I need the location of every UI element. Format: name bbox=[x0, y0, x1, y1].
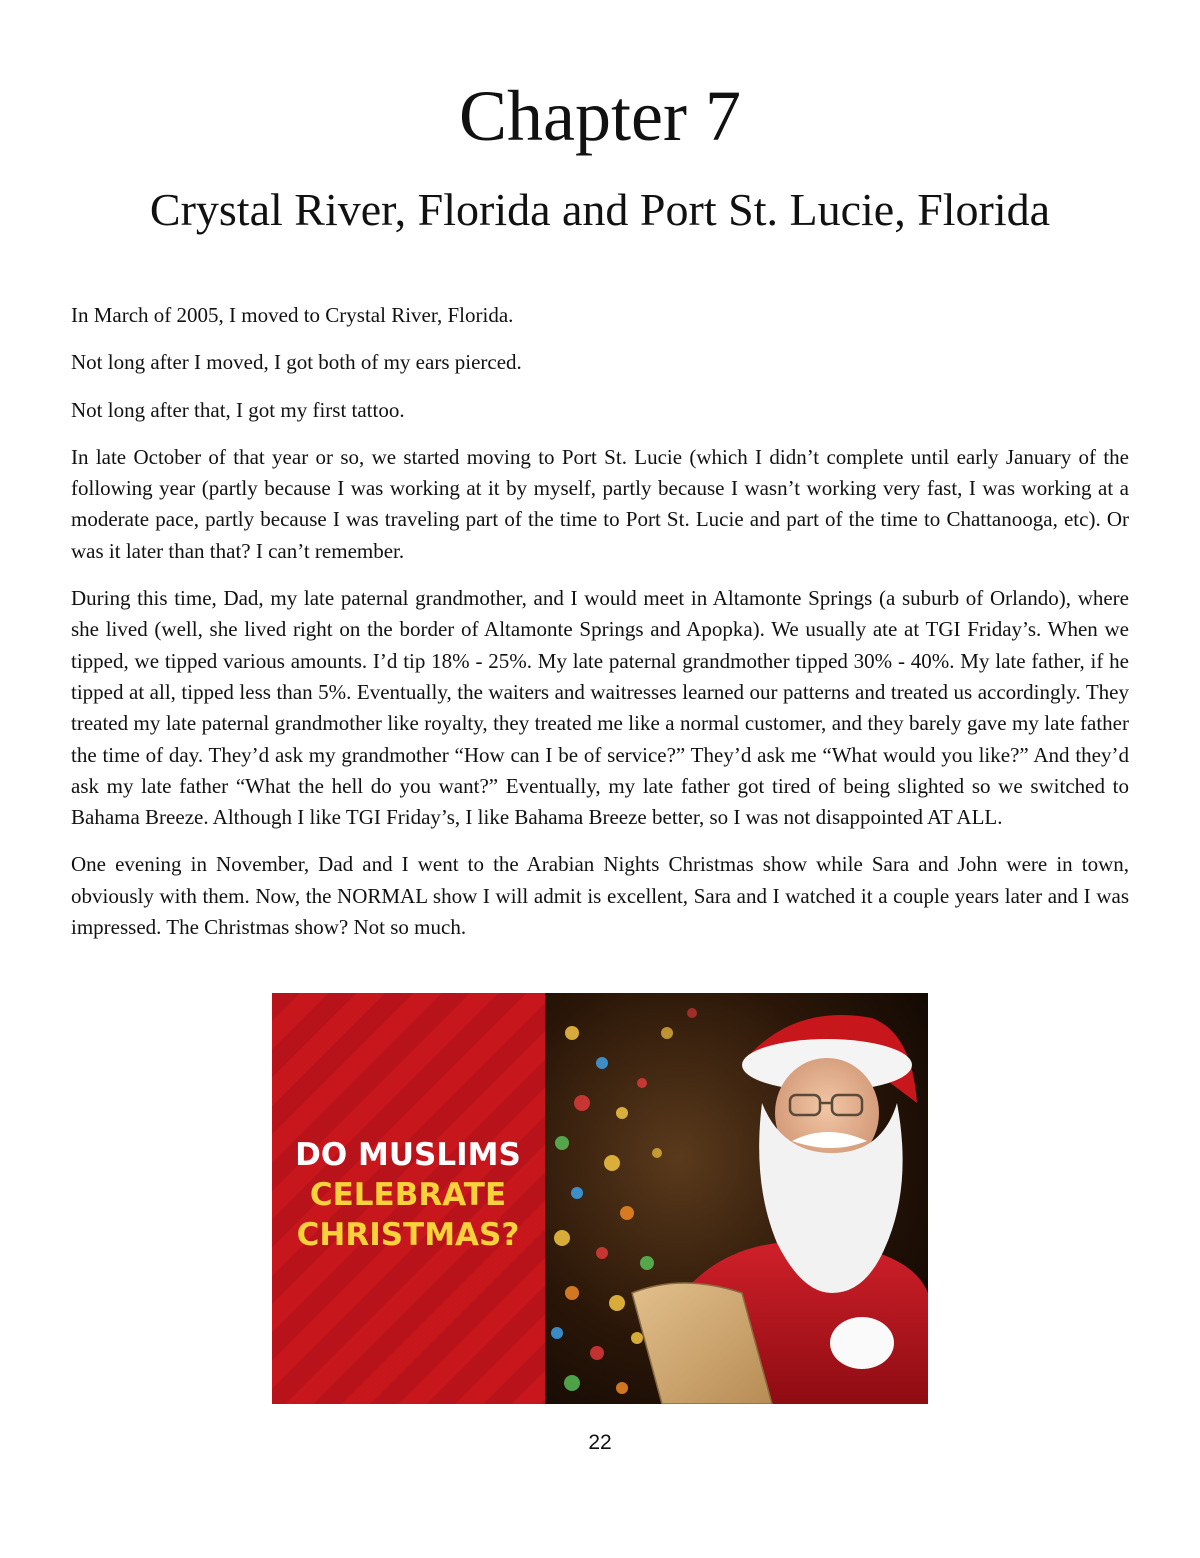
paragraph: During this time, Dad, my late paternal grandmother, and I would meet in Altamonte Springs (a suburb of Orlando), where she lived (well, she lived right on the border of Altamonte Springs and Apopka). We usually ate at TGI Friday’s. When we tipped, we tipped various amounts. I’d tip 18% - 25%. My late paternal grandmother tipped 30% - 40%. My late father, if he tipped at all, tipped less than 5%. Eventually, the waiters and waitresses learned our patterns and treated us accordingly. They treated my late paternal grandmother like royalty, they treated me like a normal customer, and they barely gave my late father the time of day. They’d ask my grandmother “How can I be of service?” They’d ask me “What would you like?” And they’d ask my late father “What the hell do you want?” Eventually, my late father got tired of being slighted so we switched to Bahama Breeze. Although I like TGI Friday’s, I like Bahama Breeze better, so I was not disappointed AT ALL. bbox=[71, 586, 1129, 830]
paragraph: One evening in November, Dad and I went to the Arabian Nights Christmas show while Sara and John were in town, obviously with them. Now, the NORMAL show I will admit is excellent, Sara and I watched it a couple years later and I was impressed. The Christmas show? Not so much. bbox=[71, 852, 1129, 940]
christmas-figure bbox=[272, 993, 928, 1404]
chapter-title: Chapter 7 bbox=[459, 76, 741, 156]
paragraph: Not long after that, I got my first tattoo. bbox=[71, 397, 405, 422]
figure-illustration bbox=[272, 993, 928, 1404]
chapter-subtitle: Crystal River, Florida and Port St. Lucie, Florida bbox=[149, 184, 1051, 235]
body-text bbox=[71, 300, 1129, 959]
figure-line-3: CHRISTMAS? bbox=[296, 1217, 520, 1253]
paragraph: In March of 2005, I moved to Crystal River, Florida. bbox=[71, 303, 514, 327]
page-number: 22 bbox=[588, 1431, 612, 1454]
figure-line-2: CELEBRATE bbox=[309, 1177, 507, 1213]
paragraph: Not long after I moved, I got both of my ears pierced. bbox=[71, 350, 522, 375]
figure-line-1: DO MUSLIMS bbox=[295, 1137, 521, 1173]
paragraph: In late October of that year or so, we started moving to Port St. Lucie (which I didn’t complete until early January of the following year (partly because I was working at it by myself, partly because I wasn’t working very fast, I was working at a moderate pace, partly because I was traveling part of the time to Port St. Lucie and part of the time to Chattanooga, etc). Or was it later than that? I can’t remember. bbox=[71, 444, 1129, 563]
